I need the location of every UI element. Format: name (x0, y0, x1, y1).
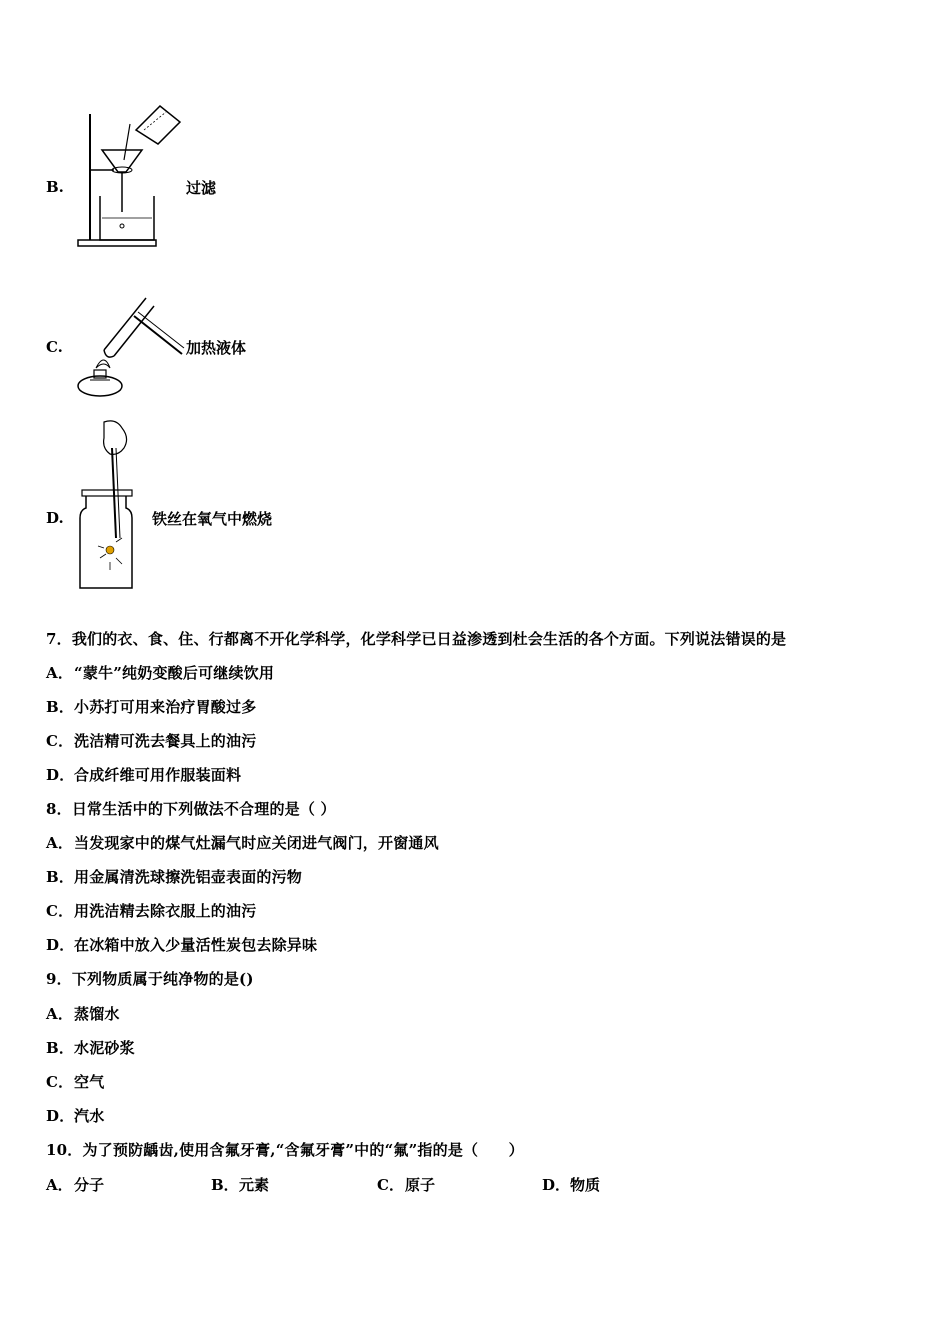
option-letter: D． (46, 1107, 75, 1125)
option-text: 当发现家中的煤气灶漏气时应关闭进气阀门，开窗通风 (74, 834, 439, 852)
question-10-stem: 10．为了预防龋齿,使用含氟牙膏,“含氟牙膏”中的“氟”指的是（ ） (46, 1141, 524, 1159)
option-text: 合成纤维可用作服装面料 (74, 766, 242, 784)
option-text: 原子 (405, 1176, 436, 1194)
option-letter: D． (46, 936, 75, 954)
question-7-option-b (46, 696, 256, 717)
option-letter: A． (46, 664, 74, 682)
iron-wire-burning-icon (76, 418, 156, 593)
option-text: 汽水 (74, 1107, 105, 1125)
question-7-option-a (46, 662, 274, 683)
question-9-option-c (46, 1071, 104, 1092)
option-text: 水泥砂浆 (74, 1039, 135, 1057)
option-text: 物质 (570, 1176, 601, 1194)
question-9-stem: 9．下列物质属于纯净物的是() (46, 970, 254, 988)
option-text: 洗洁精可洗去餐具上的油污 (74, 732, 257, 750)
figure-c-label: C. (46, 338, 63, 356)
option-letter: B． (211, 1176, 239, 1194)
question-8-option-b (46, 866, 302, 887)
question-9-option-b (46, 1037, 135, 1058)
option-text: 蒸馏水 (74, 1005, 120, 1023)
question-10-option-d (542, 1174, 600, 1195)
figure-d-caption: 铁丝在氧气中燃烧 (152, 510, 273, 528)
option-letter: C． (46, 1073, 74, 1091)
option-letter: C． (46, 732, 74, 750)
option-letter: B． (46, 1039, 75, 1057)
option-text: 小苏打可用来治疗胃酸过多 (74, 698, 257, 716)
question-7-option-c (46, 730, 256, 751)
figure-c-caption: 加热液体 (186, 339, 247, 357)
heating-liquid-icon (74, 290, 184, 400)
option-text: 元素 (239, 1176, 270, 1194)
option-letter: D． (542, 1176, 571, 1194)
question-8-stem: 8．日常生活中的下列做法不合理的是（ ） (46, 800, 336, 818)
option-letter: A． (46, 834, 74, 852)
option-text: 分子 (74, 1176, 105, 1194)
figure-d-label: D. (46, 509, 64, 527)
question-9-option-a (46, 1003, 120, 1024)
option-letter: A． (46, 1176, 73, 1194)
figure-b-caption: 过滤 (186, 179, 217, 197)
question-10-option-c (377, 1174, 435, 1195)
question-9-option-d (46, 1105, 104, 1126)
option-text: 空气 (74, 1073, 105, 1091)
question-7-option-d (46, 764, 241, 785)
option-letter: D． (46, 766, 75, 784)
question-8-option-a (46, 832, 439, 853)
option-letter: C． (46, 902, 74, 920)
question-7-stem: 7．我们的衣、食、住、行都离不开化学科学，化学科学已日益渗透到杜会生活的各个方面。下列说法错误的是 (46, 630, 787, 648)
question-8-option-d (46, 934, 317, 955)
option-text: 用洗洁精去除衣服上的油污 (74, 902, 257, 920)
question-10-option-b (211, 1174, 269, 1195)
option-text: 用金属清洗球擦洗铝壶表面的污物 (74, 868, 303, 886)
option-text: “蒙牛”纯奶变酸后可继续饮用 (74, 664, 275, 682)
filtration-apparatus-icon (74, 100, 194, 250)
option-letter: C． (377, 1176, 404, 1194)
option-letter: B． (46, 698, 75, 716)
option-letter: A． (46, 1005, 74, 1023)
question-8-option-c (46, 900, 256, 921)
option-text: 在冰箱中放入少量活性炭包去除异味 (74, 936, 318, 954)
figure-b-label: B. (46, 178, 64, 196)
option-letter: B． (46, 868, 75, 886)
question-10-option-a (46, 1174, 104, 1195)
